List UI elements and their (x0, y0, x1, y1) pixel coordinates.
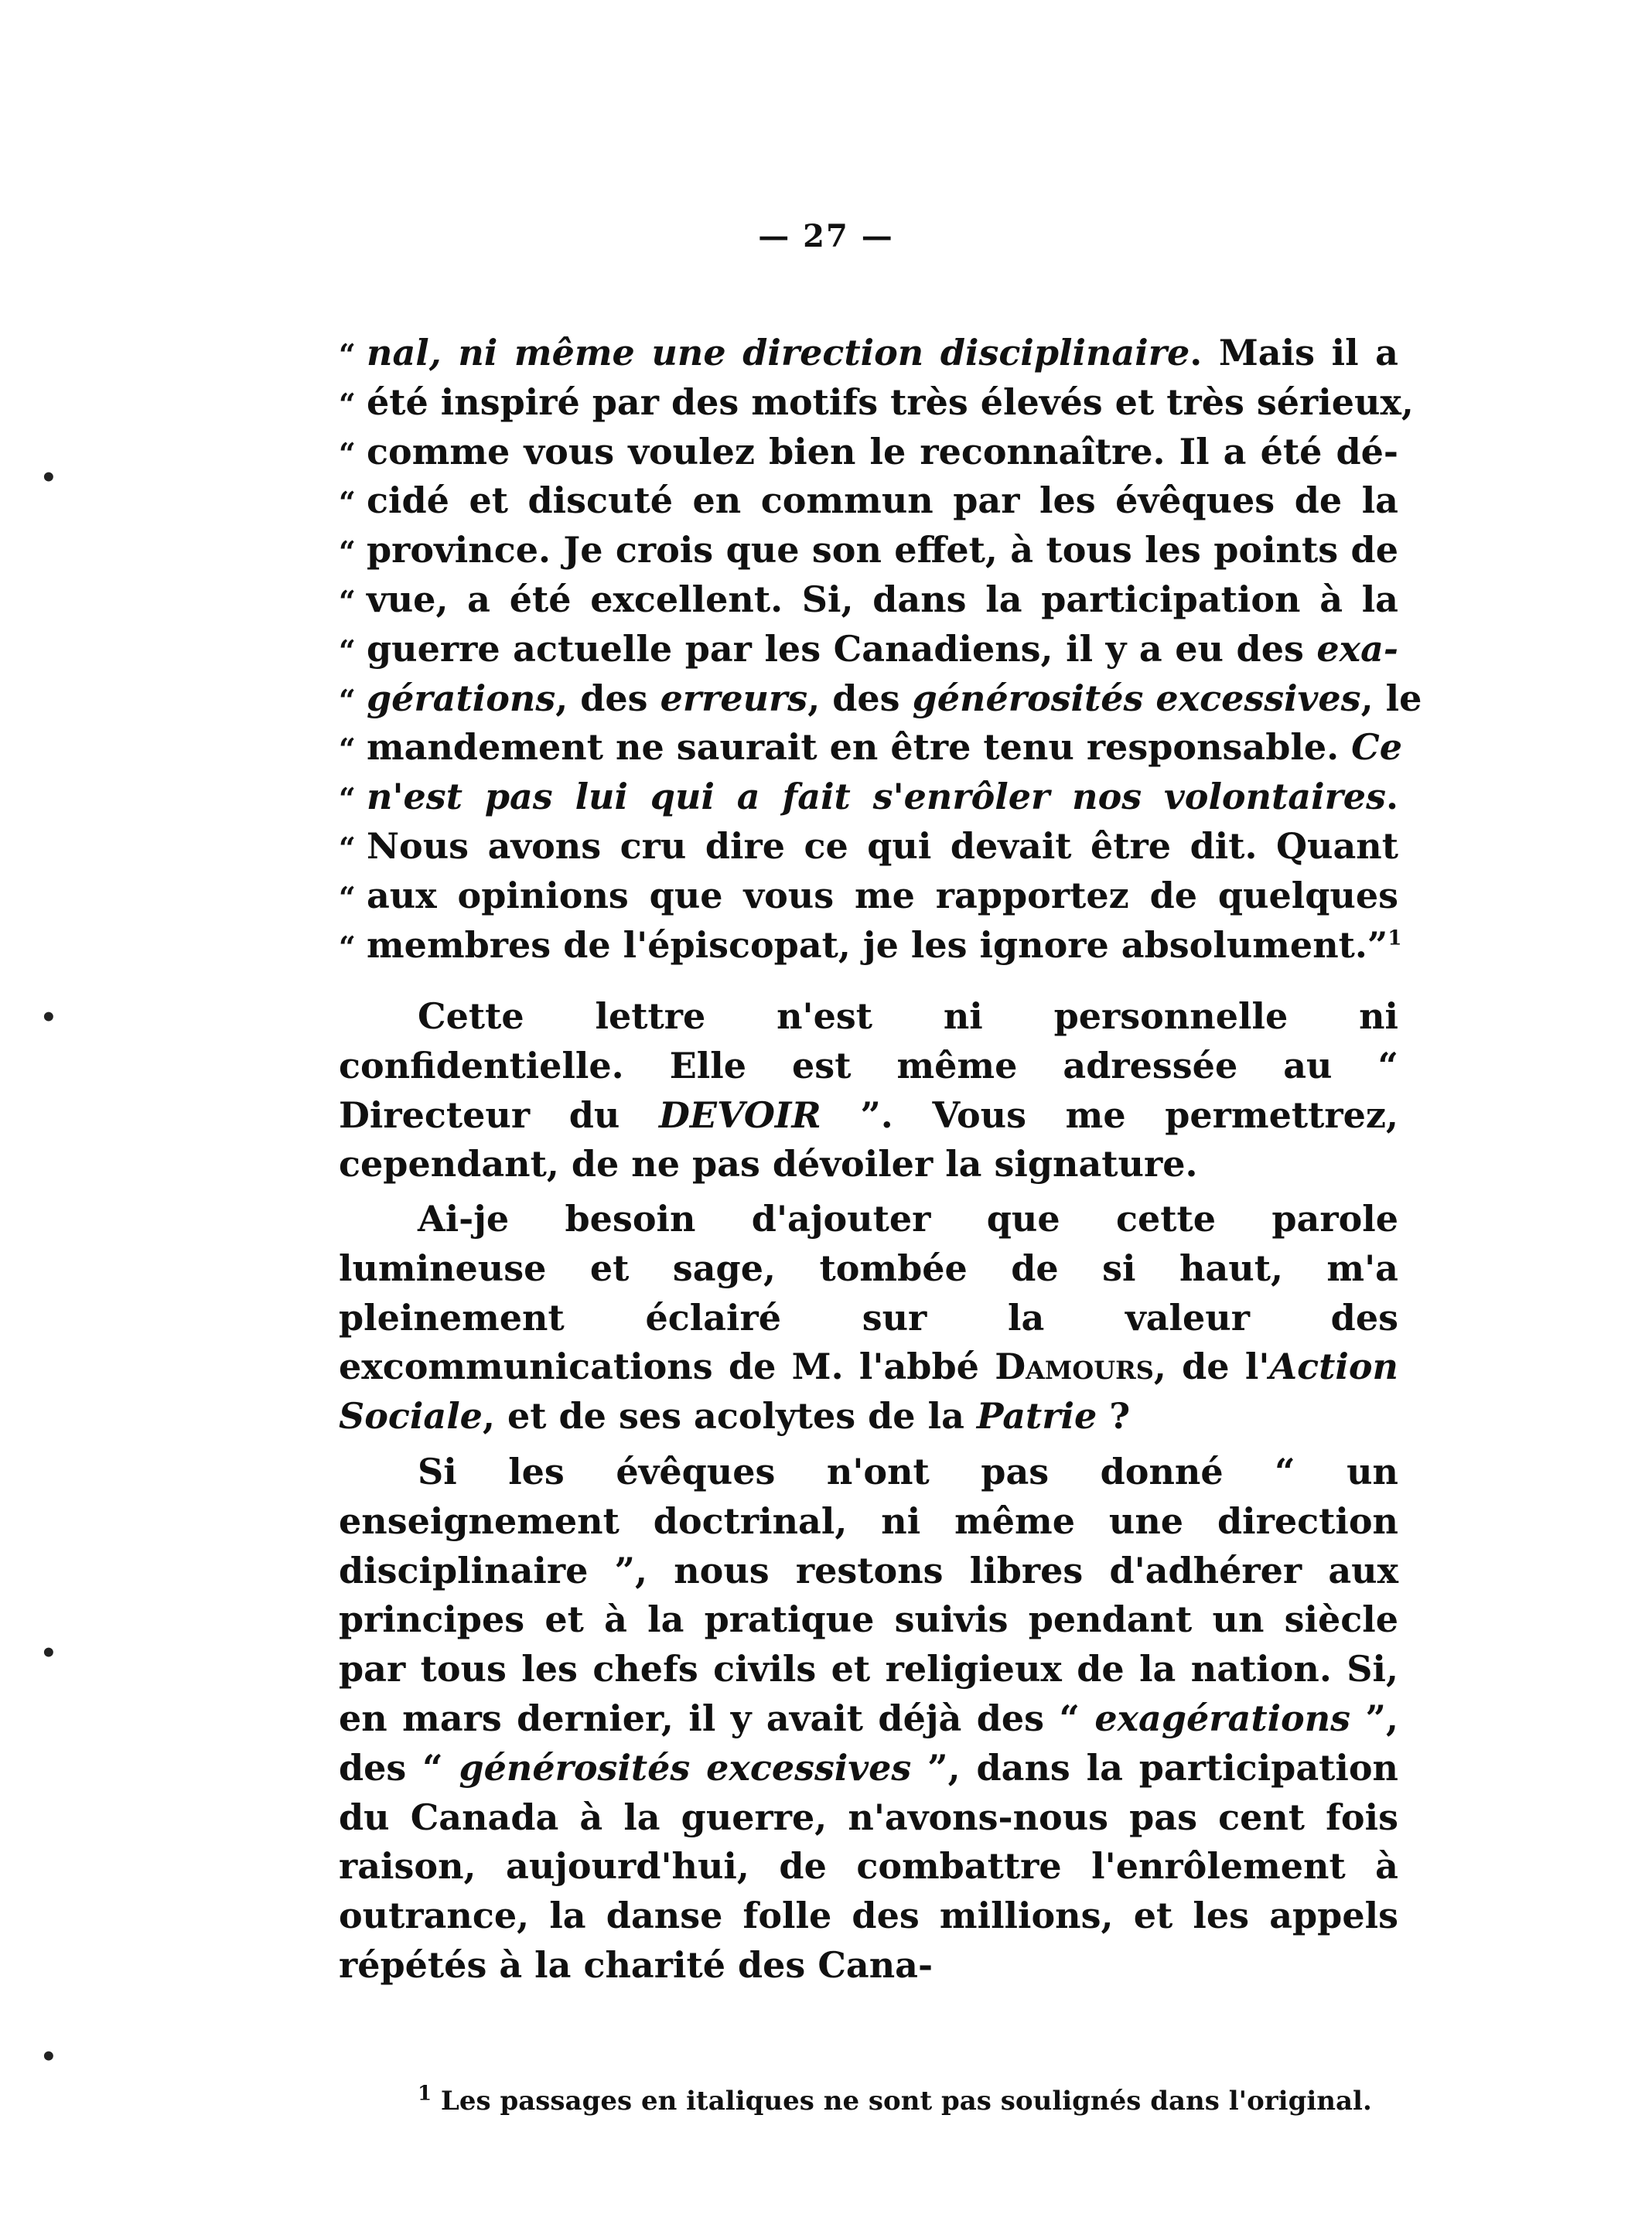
quote-line-text: été inspiré par des motifs très élevés et très sérieux, (367, 380, 1414, 423)
quote-mark: “ (339, 929, 356, 964)
quote-mark: “ (339, 830, 356, 865)
quote-line-text: mandement ne saurait en être tenu responsable. Ce (367, 726, 1403, 769)
quote-line (339, 773, 1398, 822)
quote-line-text: vue, a été excellent. Si, dans la participation à la (367, 578, 1398, 620)
quote-mark: “ (339, 337, 356, 372)
quote-line (339, 674, 1422, 724)
page-number: — 27 — (758, 218, 894, 254)
quote-mark: “ (339, 732, 356, 767)
quote-line-text: comme vous voulez bien le reconnaître. Il a été dé- (367, 430, 1398, 472)
quote-line-text: guerre actuelle par les Canadiens, il y a eu des exa- (367, 627, 1398, 670)
quote-line-text: membres de l'épiscopat, je les ignore absolument.”$^1$ (367, 923, 1402, 966)
quote-mark: “ (339, 386, 356, 421)
quote-line-text: province. Je crois que son effet, à tous les points de (367, 529, 1398, 571)
quote-line (339, 526, 1398, 575)
quote-line (339, 329, 1398, 378)
paragraph-letter-note: Cette lettre n'est ni personnelle ni confidentielle. Elle est même adressée au “ Directeur du DEVOIR ”. Vous me permettrez, cependant, de ne pas dévoiler la signature. (339, 995, 1398, 1185)
quote-line (339, 378, 1414, 428)
quote-line (339, 625, 1398, 674)
margin-dot: • (40, 462, 57, 493)
footnote-reference: 1 (1387, 926, 1402, 950)
quote-line (339, 921, 1402, 971)
margin-dot: • (40, 2042, 57, 2072)
quote-mark: “ (339, 682, 356, 718)
quote-line-text: cidé et discuté en commun par les évêques de la (367, 479, 1398, 522)
margin-dot: • (40, 1002, 57, 1033)
quote-line (339, 723, 1403, 773)
quote-line (339, 575, 1398, 625)
margin-dot: • (40, 1638, 57, 1669)
quote-line (339, 476, 1398, 526)
quote-mark: “ (339, 583, 356, 619)
quote-mark: “ (339, 633, 356, 668)
quote-line-text: gérations, des erreurs, des générosités excessives, le (367, 677, 1422, 719)
quote-line-text: n'est pas lui qui a fait s'enrôler nos volontaires. (367, 776, 1398, 818)
quote-mark: “ (339, 435, 356, 471)
quote-line-text: nal, ni même une direction disciplinaire. Mais il a (367, 332, 1398, 374)
quote-mark: “ (339, 879, 356, 915)
quote-line (339, 428, 1398, 477)
quote-line-text: aux opinions que vous me rapportez de quelques (367, 874, 1398, 916)
paragraph-argument: Si les évêques n'ont pas donné “ un enseignement doctrinal, ni même une direction disciplinaire ”, nous restons libres d'adhérer aux principes et à la pratique suivis pendant un siècle par tous les chefs civils et religieux de la nation. Si, en mars dernier, il y avait déjà des “ exagérations ”, des “ générosités excessives ”, dans la participation du Canada à la guerre, n'avons-nous pas cent fois raison, aujourd'hui, de combattre l'enrôlement à outrance, la danse folle des millions, et les appels répétés à la charité des Cana- (339, 1451, 1398, 1986)
quote-mark: “ (339, 534, 356, 570)
paragraph-question: Ai-je besoin d'ajouter que cette parole lumineuse et sage, tombée de si haut, m'a pleinement éclairé sur la valeur des excommunications de M. l'abbé Damours, de l'Action Sociale, et de ses acolytes de la Patrie ? (339, 1198, 1398, 1438)
quote-mark: “ (339, 781, 356, 817)
quoted-letter (339, 329, 1422, 970)
quote-line-text: Nous avons cru dire ce qui devait être dit. Quant (367, 824, 1398, 867)
quote-line (339, 822, 1398, 872)
quote-line (339, 872, 1398, 921)
footnote: $^1$ Les passages en italiques ne sont pas soulignés dans l'original. (418, 2082, 1372, 2117)
quote-mark: “ (339, 485, 356, 520)
